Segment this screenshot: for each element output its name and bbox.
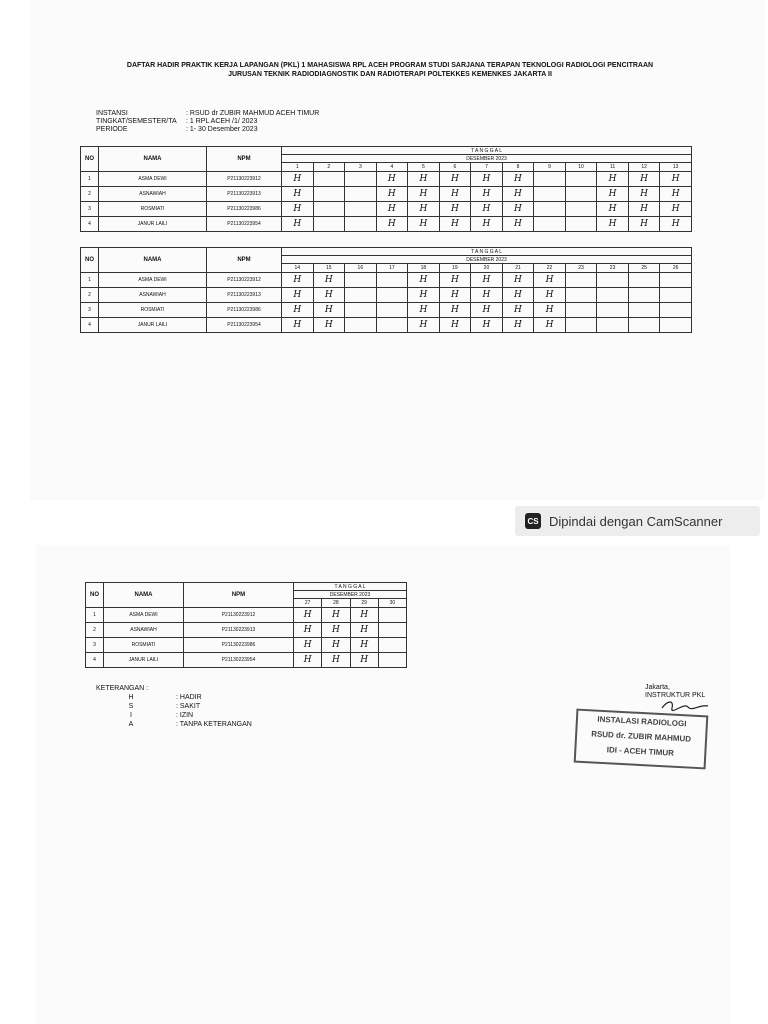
attendance-mark: H <box>282 318 314 333</box>
attendance-mark <box>345 187 377 202</box>
row-nama: ROSMIATI <box>104 638 184 653</box>
attendance-mark: H <box>322 608 350 623</box>
document-title-line2: JURUSAN TEKNIK RADIODIAGNOSTIK DAN RADIOTERAPI POLTEKKES KEMENKES JAKARTA II <box>228 71 552 78</box>
attendance-mark: H <box>628 217 660 232</box>
day-header: 25 <box>628 264 660 273</box>
attendance-mark: H <box>439 318 471 333</box>
col-header-no: NO <box>81 147 99 172</box>
periode-label: PERIODE <box>96 126 128 133</box>
row-no: 2 <box>86 623 104 638</box>
table-row <box>81 288 692 303</box>
attendance-mark <box>660 318 692 333</box>
attendance-mark: H <box>282 202 314 217</box>
signature-scribble-icon <box>660 698 710 712</box>
attendance-mark: H <box>597 217 629 232</box>
attendance-mark <box>534 202 566 217</box>
row-no: 3 <box>81 202 99 217</box>
attendance-mark: H <box>502 318 534 333</box>
attendance-mark: H <box>322 623 350 638</box>
day-header: 10 <box>565 163 597 172</box>
attendance-mark <box>378 623 406 638</box>
attendance-mark: H <box>534 318 566 333</box>
instansi-label: INSTANSI <box>96 110 128 117</box>
attendance-mark <box>378 638 406 653</box>
row-npm: P21130223912 <box>207 172 282 187</box>
attendance-mark <box>565 172 597 187</box>
row-nama: ASMA DEWI <box>104 608 184 623</box>
row-npm: P21130223986 <box>207 202 282 217</box>
attendance-mark: H <box>471 273 503 288</box>
keterangan-title: KETERANGAN : <box>96 685 149 692</box>
attendance-mark: H <box>294 653 322 668</box>
attendance-mark: H <box>294 638 322 653</box>
attendance-mark: H <box>439 303 471 318</box>
day-header: 27 <box>294 599 322 608</box>
attendance-mark: H <box>408 202 440 217</box>
day-header: 20 <box>471 264 503 273</box>
attendance-mark: H <box>502 273 534 288</box>
row-npm: P21130223912 <box>207 273 282 288</box>
legend-code: S <box>128 703 134 710</box>
attendance-mark <box>628 303 660 318</box>
table-row <box>81 202 692 217</box>
attendance-mark: H <box>408 172 440 187</box>
tingkat-value: : 1 RPL ACEH /1/ 2023 <box>186 118 258 125</box>
table-row <box>86 638 407 653</box>
attendance-mark <box>534 187 566 202</box>
instansi-value: : RSUD dr ZUBIR MAHMUD ACEH TIMUR <box>186 110 320 117</box>
attendance-mark: H <box>376 202 408 217</box>
attendance-mark <box>345 202 377 217</box>
row-no: 2 <box>81 288 99 303</box>
table-row <box>86 653 407 668</box>
col-header-no: NO <box>86 583 104 608</box>
attendance-mark: H <box>471 217 503 232</box>
attendance-mark <box>597 288 629 303</box>
attendance-mark <box>313 187 345 202</box>
row-nama: ROSMIATI <box>99 202 207 217</box>
attendance-mark: H <box>376 172 408 187</box>
attendance-mark: H <box>502 202 534 217</box>
attendance-mark: H <box>439 172 471 187</box>
attendance-mark: H <box>313 288 345 303</box>
attendance-mark <box>345 303 377 318</box>
day-header: 15 <box>313 264 345 273</box>
attendance-mark: H <box>660 217 692 232</box>
row-npm: P21130223954 <box>184 653 294 668</box>
attendance-mark: H <box>628 202 660 217</box>
attendance-mark <box>345 318 377 333</box>
attendance-mark: H <box>502 288 534 303</box>
attendance-mark: H <box>282 172 314 187</box>
col-header-no: NO <box>81 248 99 273</box>
attendance-mark: H <box>408 273 440 288</box>
row-nama: ROSMIATI <box>99 303 207 318</box>
attendance-mark: H <box>534 288 566 303</box>
attendance-mark <box>378 653 406 668</box>
row-npm: P21130223912 <box>184 608 294 623</box>
day-header: 21 <box>502 264 534 273</box>
col-header-tanggal: T A N G G A L <box>282 147 692 155</box>
row-no: 2 <box>81 187 99 202</box>
legend-code: A <box>128 721 134 728</box>
attendance-mark: H <box>597 172 629 187</box>
attendance-mark: H <box>282 288 314 303</box>
attendance-mark: H <box>660 172 692 187</box>
attendance-mark: H <box>597 187 629 202</box>
attendance-mark: H <box>471 202 503 217</box>
document-title-line1: DAFTAR HADIR PRAKTIK KERJA LAPANGAN (PKL) 1 MAHASISWA RPL ACEH PROGRAM STUDI SARJANA TERAPAN TEKNOLOGI RADIOLOGI PENCITRAAN <box>126 62 654 69</box>
tingkat-label: TINGKAT/SEMESTER/TA <box>96 118 177 125</box>
day-header: 23 <box>565 264 597 273</box>
day-header: 4 <box>376 163 408 172</box>
legend-code: I <box>130 712 132 719</box>
col-header-nama: NAMA <box>99 147 207 172</box>
attendance-mark <box>378 608 406 623</box>
camscanner-text: Dipindai dengan CamScanner <box>549 513 723 529</box>
attendance-mark: H <box>313 303 345 318</box>
attendance-mark <box>660 273 692 288</box>
signature-role: INSTRUKTUR PKL <box>645 692 706 699</box>
attendance-mark: H <box>408 187 440 202</box>
col-header-npm: NPM <box>207 147 282 172</box>
attendance-mark: H <box>282 217 314 232</box>
row-no: 1 <box>81 172 99 187</box>
legend-desc: : IZIN <box>176 712 194 719</box>
table-row <box>81 318 692 333</box>
row-nama: ASNAWIAH <box>99 288 207 303</box>
attendance-mark: H <box>439 217 471 232</box>
attendance-mark: H <box>408 303 440 318</box>
col-header-tanggal: T A N G G A L <box>282 248 692 256</box>
attendance-mark: H <box>439 273 471 288</box>
attendance-mark: H <box>597 202 629 217</box>
attendance-mark <box>628 273 660 288</box>
signature-city: Jakarta, <box>645 684 670 691</box>
day-header: 29 <box>350 599 378 608</box>
attendance-mark <box>597 318 629 333</box>
row-no: 4 <box>86 653 104 668</box>
row-npm: P21130223986 <box>184 638 294 653</box>
col-header-nama: NAMA <box>104 583 184 608</box>
attendance-mark <box>597 303 629 318</box>
attendance-mark <box>565 202 597 217</box>
day-header: 11 <box>597 163 629 172</box>
day-header: 7 <box>471 163 503 172</box>
attendance-mark <box>376 288 408 303</box>
col-header-npm: NPM <box>207 248 282 273</box>
attendance-mark: H <box>350 638 378 653</box>
attendance-mark <box>534 217 566 232</box>
attendance-mark <box>565 217 597 232</box>
attendance-mark: H <box>534 273 566 288</box>
day-header: 2 <box>313 163 345 172</box>
attendance-mark: H <box>282 187 314 202</box>
day-header: 18 <box>408 264 440 273</box>
col-header-tanggal: T A N G G A L <box>294 583 407 591</box>
attendance-mark: H <box>471 303 503 318</box>
table-row <box>81 187 692 202</box>
row-no: 1 <box>86 608 104 623</box>
attendance-mark <box>534 172 566 187</box>
attendance-mark <box>660 303 692 318</box>
row-nama: ASNAWIAH <box>99 187 207 202</box>
attendance-table-2 <box>80 247 692 333</box>
attendance-mark: H <box>660 187 692 202</box>
attendance-mark <box>660 288 692 303</box>
row-nama: JANUR LAILI <box>104 653 184 668</box>
attendance-mark <box>376 318 408 333</box>
attendance-mark <box>628 288 660 303</box>
day-header: 5 <box>408 163 440 172</box>
row-npm: P21130223986 <box>207 303 282 318</box>
attendance-mark <box>313 202 345 217</box>
attendance-mark: H <box>282 273 314 288</box>
attendance-mark <box>376 273 408 288</box>
col-header-month: DESEMBER 2023 <box>294 591 407 599</box>
attendance-mark <box>565 303 597 318</box>
attendance-mark: H <box>660 202 692 217</box>
attendance-mark: H <box>294 608 322 623</box>
attendance-mark: H <box>350 623 378 638</box>
attendance-mark: H <box>408 288 440 303</box>
legend-desc: : TANPA KETERANGAN <box>176 721 252 728</box>
day-header: 14 <box>282 264 314 273</box>
attendance-mark: H <box>313 318 345 333</box>
row-npm: P21130223913 <box>184 623 294 638</box>
col-header-nama: NAMA <box>99 248 207 273</box>
legend-desc: : SAKIT <box>176 703 201 710</box>
legend-code: H <box>128 694 134 701</box>
col-header-npm: NPM <box>184 583 294 608</box>
row-npm: P21130223954 <box>207 318 282 333</box>
table-row <box>81 172 692 187</box>
table-row <box>86 623 407 638</box>
attendance-mark: H <box>350 653 378 668</box>
col-header-month: DESEMBER 2023 <box>282 155 692 163</box>
table-row <box>81 303 692 318</box>
attendance-mark: H <box>322 638 350 653</box>
day-header: 8 <box>502 163 534 172</box>
attendance-mark: H <box>322 653 350 668</box>
periode-value: : 1- 30 Desember 2023 <box>186 126 258 133</box>
attendance-mark: H <box>350 608 378 623</box>
day-header: 13 <box>660 163 692 172</box>
attendance-mark <box>376 303 408 318</box>
row-nama: JANUR LAILI <box>99 217 207 232</box>
camscanner-watermark <box>515 506 760 536</box>
attendance-mark: H <box>471 187 503 202</box>
day-header: 19 <box>439 264 471 273</box>
attendance-mark <box>565 273 597 288</box>
attendance-mark <box>345 273 377 288</box>
attendance-mark <box>565 187 597 202</box>
attendance-mark: H <box>628 187 660 202</box>
attendance-mark <box>565 318 597 333</box>
attendance-mark: H <box>628 172 660 187</box>
row-nama: ASMA DEWI <box>99 273 207 288</box>
day-header: 17 <box>376 264 408 273</box>
attendance-mark <box>313 217 345 232</box>
official-stamp <box>574 709 709 770</box>
row-no: 4 <box>81 318 99 333</box>
row-npm: P21130223913 <box>207 288 282 303</box>
attendance-mark: H <box>282 303 314 318</box>
table-row <box>81 217 692 232</box>
day-header: 1 <box>282 163 314 172</box>
day-header: 22 <box>534 264 566 273</box>
attendance-mark: H <box>502 303 534 318</box>
attendance-mark <box>345 217 377 232</box>
attendance-mark: H <box>313 273 345 288</box>
day-header: 26 <box>660 264 692 273</box>
attendance-mark <box>345 172 377 187</box>
day-header: 16 <box>345 264 377 273</box>
day-header: 30 <box>378 599 406 608</box>
camscanner-logo-icon: CS <box>525 513 541 529</box>
keterangan-legend <box>96 684 252 729</box>
row-no: 3 <box>86 638 104 653</box>
row-no: 4 <box>81 217 99 232</box>
attendance-mark <box>628 318 660 333</box>
stamp-line: IDI - ACEH TIMUR <box>606 745 675 758</box>
attendance-mark <box>565 288 597 303</box>
attendance-mark: H <box>408 217 440 232</box>
attendance-mark: H <box>439 202 471 217</box>
row-no: 3 <box>81 303 99 318</box>
attendance-mark <box>313 172 345 187</box>
col-header-month: DESEMBER 2023 <box>282 256 692 264</box>
attendance-mark: H <box>534 303 566 318</box>
day-header: 23 <box>597 264 629 273</box>
day-header: 3 <box>345 163 377 172</box>
attendance-mark: H <box>439 187 471 202</box>
attendance-table-1 <box>80 146 692 232</box>
table-row <box>86 608 407 623</box>
attendance-mark <box>345 288 377 303</box>
row-npm: P21130223913 <box>207 187 282 202</box>
table-row <box>81 273 692 288</box>
row-nama: ASMA DEWI <box>99 172 207 187</box>
row-nama: JANUR LAILI <box>99 318 207 333</box>
day-header: 6 <box>439 163 471 172</box>
row-npm: P21130223954 <box>207 217 282 232</box>
attendance-mark: H <box>502 172 534 187</box>
attendance-mark: H <box>502 187 534 202</box>
attendance-mark: H <box>408 318 440 333</box>
attendance-mark: H <box>294 623 322 638</box>
stamp-line: RSUD dr. ZUBIR MAHMUD <box>590 729 692 744</box>
day-header: 9 <box>534 163 566 172</box>
day-header: 12 <box>628 163 660 172</box>
attendance-mark: H <box>502 217 534 232</box>
attendance-mark: H <box>376 217 408 232</box>
stamp-line: INSTALASI RADIOLOGI <box>597 714 687 729</box>
attendance-mark: H <box>471 172 503 187</box>
attendance-mark: H <box>439 288 471 303</box>
attendance-table-3 <box>85 582 407 668</box>
row-no: 1 <box>81 273 99 288</box>
day-header: 28 <box>322 599 350 608</box>
attendance-mark: H <box>471 318 503 333</box>
attendance-mark <box>597 273 629 288</box>
attendance-mark: H <box>471 288 503 303</box>
document-info <box>96 110 319 134</box>
legend-desc: : HADIR <box>176 694 202 701</box>
row-nama: ASNAWIAH <box>104 623 184 638</box>
attendance-mark: H <box>376 187 408 202</box>
